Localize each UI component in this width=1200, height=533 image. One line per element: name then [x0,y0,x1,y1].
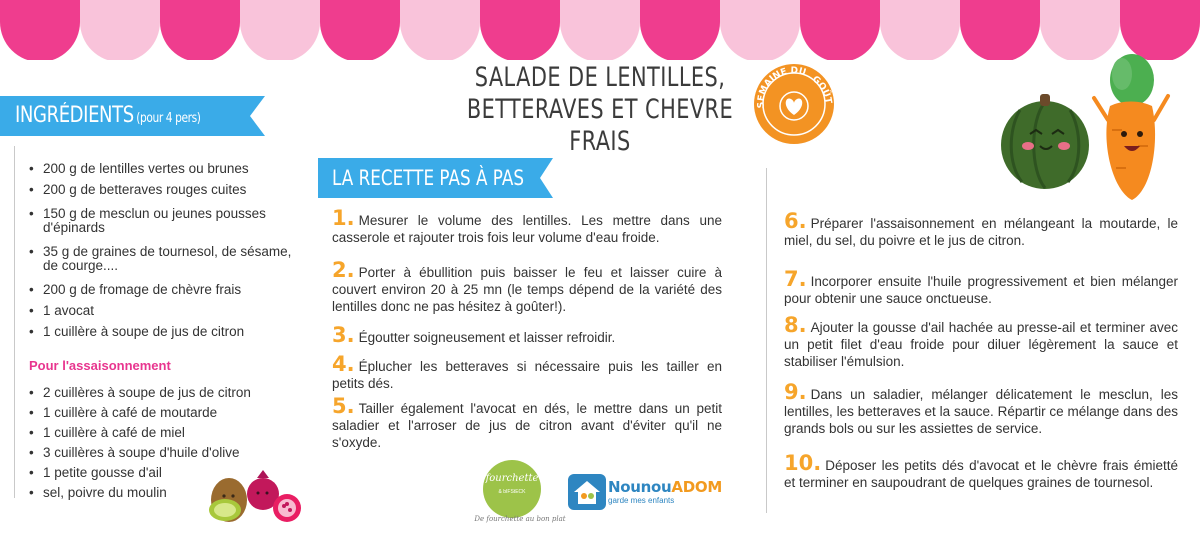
ingredients-list [29,162,299,346]
step-text: Préparer l'assaisonnement en mélangeant la moutarde, le miel, du sel, du poivre et le jus de citron. [784,216,1178,248]
seasoning-item: • 1 cuillère à café de miel [29,426,299,440]
steps-right-column [784,209,1178,491]
fourchette-logo-sub: & bIFStECK [498,489,526,495]
step-number: 3. [332,323,355,347]
pomegranate-icon [247,470,301,522]
recipe-title-line1: SALADE DE LENTILLES, [474,62,726,93]
step-text: Ajouter la gousse d'ail hachée au presse-ail et terminer avec un petit filet d'eau froide pour diluer légèrement la sauce et stabiliser l'émulsion. [784,320,1178,369]
step-number: 7. [784,267,807,291]
awning-scallop [400,0,480,60]
semaine-du-gout-badge [752,62,836,146]
seasoning-item: • 1 petite gousse d'ail [29,466,299,480]
step-number: 6. [784,209,807,233]
seasoning-item: • sel, poivre du moulin [29,486,299,500]
awning-scallop [480,0,560,60]
ingredients-heading: INGRÉDIENTS [15,103,134,128]
nounou-name-part1: Nounou [608,478,672,496]
recipe-step [332,206,722,246]
recipe-step [332,258,722,315]
seasoning-item: • 2 cuillères à soupe de jus de citron [29,386,299,400]
seasoning-item: • 1 cuillère à café de moutarde [29,406,299,420]
fourchette-logo-name: fourchette [485,473,539,484]
ingredient-item: • 1 avocat [29,304,299,318]
awning-scallop [160,0,240,60]
recipe-step [332,352,722,392]
vegetables-illustration [1000,50,1180,205]
nounouadom-logo [568,472,728,512]
kiwi-icon [209,478,247,522]
ingredients-column [14,146,296,498]
awning-scallop [560,0,640,60]
recipe-title-line2: BETTERAVES ET CHEVRE FRAIS [466,94,734,157]
seasoning-heading: Pour l'assaisonnement [29,358,171,373]
badge-text-right: GOÛT [810,74,833,105]
recipe-ribbon [318,158,553,198]
recipe-step [784,209,1178,249]
step-number: 1. [332,206,355,230]
fourchette-tagline: De fourchette au bon plat [474,515,566,523]
step-text: Porter à ébullition puis baisser le feu et laisser cuire à couvert environ 20 à 25 mn (le temps dépend de la variété des lentilles donc ne pas hésitez à goûter!). [332,265,722,314]
ingredients-ribbon [0,96,265,136]
badge-text-top: SEMAINE DU [756,66,808,109]
ingredient-item: • 200 g de lentilles vertes ou brunes [29,162,299,176]
pumpkin-icon [1001,94,1089,189]
house-icon [568,474,606,510]
steps-left-column [332,206,722,451]
nounou-tagline: garde mes enfants [608,496,675,505]
recipe-step [784,267,1178,307]
ingredient-item: • 200 g de betteraves rouges cuites [29,183,299,197]
step-number: 2. [332,258,355,282]
ingredient-item: • 150 g de mesclun ou jeunes pousses d'épinards [29,207,299,235]
step-text: Mesurer le volume des lentilles. Les mettre dans une casserole et rajouter trois fois leur volume d'eau froide. [332,213,722,245]
column-divider [766,168,767,513]
step-text: Tailler également l'avocat en dés, le mettre dans un petit saladier et l'arroser de jus de citron avant d'éviter qu'il ne s'oxyde. [332,401,722,450]
recipe-title [462,62,737,158]
fourchette-logo [470,460,570,532]
awning-scallop [240,0,320,60]
carrot-icon [1094,54,1168,200]
step-text: Incorporer ensuite l'huile progressivement et bien mélanger pour obtenir une sauce onctueuse. [784,274,1178,306]
recipe-step [784,313,1178,370]
step-number: 10. [784,451,822,475]
ingredient-item: • 35 g de graines de tournesol, de sésame, de courge.... [29,245,299,273]
step-text: Égoutter soigneusement et laisser refroidir. [358,330,616,345]
step-text: Éplucher les betteraves si nécessaire puis les tailler en petits dés. [332,359,722,391]
ingredient-item: • 1 cuillère à soupe de jus de citron [29,325,299,339]
nounou-name-part2: ADOM [671,478,722,496]
awning-scallop [640,0,720,60]
step-number: 9. [784,380,807,404]
step-number: 8. [784,313,807,337]
awning-scallop [320,0,400,60]
recipe-heading: LA RECETTE PAS À PAS [332,166,524,190]
recipe-step [784,380,1178,437]
awning-scallop [0,0,80,60]
awning-scallop [80,0,160,60]
fruits-illustration [205,466,305,524]
ingredients-subheading: (pour 4 pers) [136,111,201,126]
recipe-step [332,323,722,347]
step-text: Déposer les petits dés d'avocat et le chèvre frais émietté et terminer en saupoudrant de quelques graines de tournesol. [784,458,1178,490]
recipe-step [332,394,722,451]
ingredient-item: • 200 g de fromage de chèvre frais [29,283,299,297]
step-number: 4. [332,352,355,376]
step-text: Dans un saladier, mélanger délicatement le mesclun, les lentilles, les betteraves et la sauce. Répartir ce mélange dans des grands bols ou sur les assiettes de service. [784,387,1178,436]
step-number: 5. [332,394,355,418]
seasoning-item: • 3 cuillères à soupe d'huile d'olive [29,446,299,460]
awning-scallop [880,0,960,60]
awning-scallop [720,0,800,60]
recipe-step [784,451,1178,491]
awning-scallop [800,0,880,60]
